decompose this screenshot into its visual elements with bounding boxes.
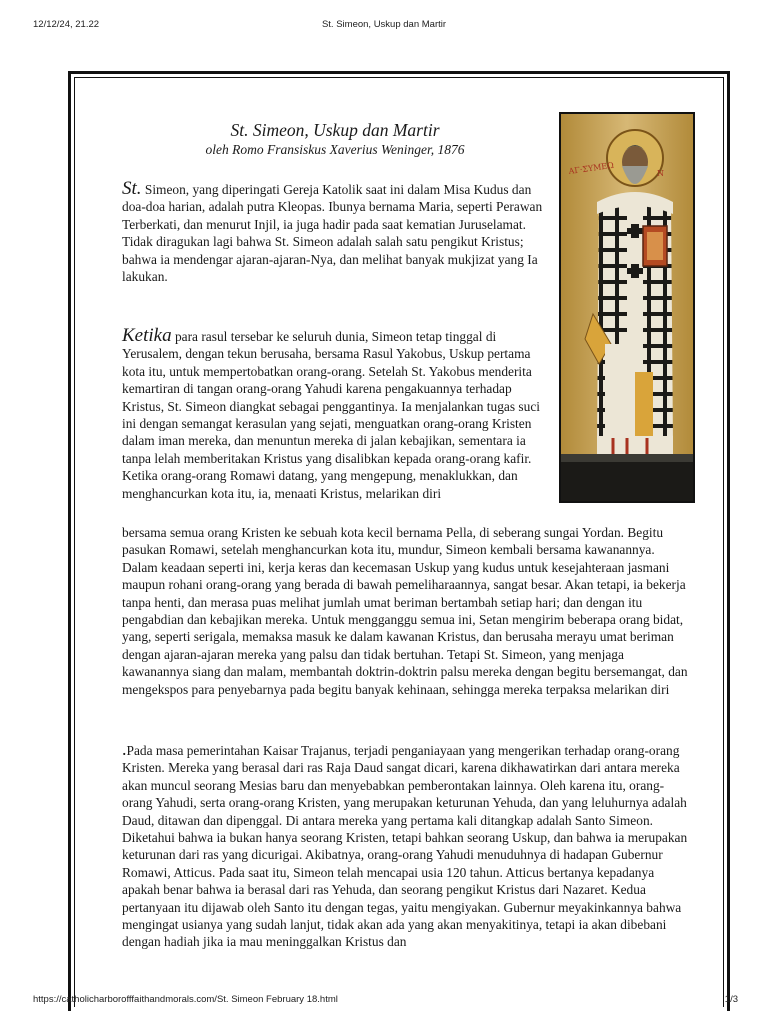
print-datetime: 12/12/24, 21.22 bbox=[33, 19, 100, 30]
print-page-counter: 1/3 bbox=[724, 994, 738, 1005]
saint-icon-image bbox=[559, 112, 695, 503]
paragraph-2-top bbox=[122, 327, 554, 502]
print-page-title: St. Simeon, Uskup dan Martir bbox=[321, 19, 447, 30]
saint-icon-illustration bbox=[561, 114, 693, 501]
paragraph-1-lead: St. bbox=[122, 178, 142, 199]
print-url: https://catholicharborofffaithandmorals.com/St. Simeon February 18.html bbox=[33, 994, 338, 1005]
article-byline: oleh Romo Fransiskus Xaverius Weninger, 1876 bbox=[205, 142, 465, 157]
article-title: St. Simeon, Uskup dan Martir bbox=[230, 120, 440, 140]
article-heading bbox=[120, 120, 550, 158]
paragraph-1 bbox=[122, 180, 547, 285]
paragraph-2-lead: Ketika bbox=[122, 325, 172, 346]
paragraph-1-text: Simeon, yang diperingati Gereja Katolik saat ini dalam Misa Kudus dan doa-doa harian, adalah putra Kleopas. Ibunya bernama Maria, seperti Perawan Terberkati, dan menurut Injil, ia juga hadir pada saat kematian Juruselamat. Tidak diragukan lagi bahwa St. Simeon adalah salah satu pengikut Kristus; bahwa ia mendengar ajaran-ajaran-Nya, dan melihat banyak mukjizat yang Ia lakukan. bbox=[122, 182, 543, 285]
paragraph-3-text: Pada masa pemerintahan Kaisar Trajanus, terjadi penganiayaan yang mengerikan terhadap orang-orang Kristen. Mereka yang berasal dari ras Raja Daud sangat dicari, karena dikhawatirkan dari antara mereka akan muncul seorang Mesias baru dan menyebabkan pemberontakan lainnya. Oleh karena itu, orang-orang Yahudi, serta orang-orang Kristen, yang merupakan keturunan Yehuda, dan yang leluhurnya adalah Daud, ditawan dan dipenggal. Di antara mereka yang pertama kali ditangkap adalah Santo Simeon. Diketahui bahwa ia bukan hanya seorang Kristen, tetapi bahkan seorang Uskup, dan bahwa ia merupakan keturunan dari ras yang dicurigai. Akibatnya, orang-orang Yahudi menuduhnya di hadapan Gubernur Romawi, Atticus. Pada saat itu, Simeon telah mencapai usia 120 tahun. Atticus bertanya kepadanya apakah benar bahwa ia berasal dari ras Yehuda, dan seorang pengikut Kristus dari Nazaret. Kedua pertanyaan itu dijawab oleh Santo itu dengan tegas, yaitu mengiyakan. Gubernur meyakinkannya bahwa mengingat usianya yang sudah lanjut, tidak akan ada yang akan menyakitinya, tetapi ia akan dibebani dengan hadiah jika ia mau meninggalkan Kristus dan bbox=[122, 743, 688, 950]
paragraph-3-lead-mark: . bbox=[122, 739, 127, 759]
paragraph-2-bottom: bersama semua orang Kristen ke sebuah kota kecil bernama Pella, di seberang sungai Yordan. Begitu pasukan Romawi, setelah menghancurkan kota itu, mundur, Simeon kembali bersama kawanannya. Dalam keadaan seperti ini, kerja keras dan kecemasan Uskup yang kudus untuk kesejahteraan jasmani maupun rohani orang-orang yang berada di bawah pemeliharaannya, sangat besar. Akan tetapi, ia bekerja tanpa henti, dan merasa puas melihat jumlah umat beriman bertambah setiap hari; dan dengan itu pengabdian dan kebajikan mereka. Untuk mengganggu semua ini, Setan mengirim beberapa orang bidat, yang, seperti serigala, memaksa masuk ke dalam kawanan Kristus, dan berusaha merayu umat beriman dengan ajaran-ajaran mereka yang palsu dan tidak bertuhan. Tetapi St. Simeon, yang menjaga kawanannya siang dan malam, membantah doktrin-doktrin palsu mereka dengan begitu bersemangat, dan mengekspos para penyebarnya pada begitu banyak kehinaan, sehingga mereka terpaksa melarikan diri bbox=[122, 525, 688, 697]
svg-text:Ν: Ν bbox=[657, 169, 664, 178]
paragraph-2-text-top: para rasul tersebar ke seluruh dunia, Simeon tetap tinggal di Yerusalem, dengan tekun berusaha, bersama Rasul Yakobus, Uskup pertama kota itu, untuk mempertobatkan orang-orang. Setelah St. Yakobus menderita kemartiran di tangan orang-orang Yahudi karena pengakuannya terhadap Kristus, St. Simeon diangkat sebagai penggantinya. Ia menjalankan tugas suci ini dengan semangat kerasulan yang sejati, menguatkan orang-orang Kristen dalam iman mereka, dan menuntun mereka di jalan kebajikan, sementara ia tanpa lelah memberitakan Kristus yang disalibkan kepada orang-orang kafir. Ketika orang-orang Romawi datang, yang mengepung, menaklukkan, dan menghancurkan kota itu, ia, menaati Kristus, melarikan diri bbox=[122, 329, 540, 501]
paragraph-3 bbox=[122, 741, 690, 951]
svg-text:ΑΓ·ΣΥΜΕΩ: ΑΓ·ΣΥΜΕΩ bbox=[568, 160, 615, 176]
